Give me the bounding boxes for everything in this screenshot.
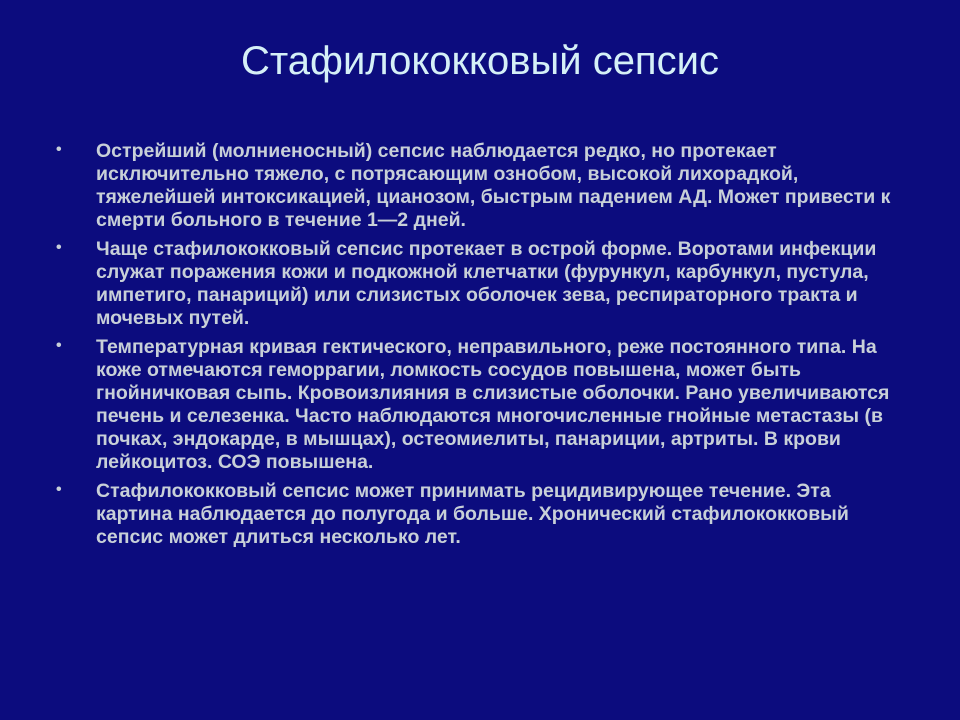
bullet-text: Чаще стафилококковый сепсис протекает в острой форме. Воротами инфекции служат поражения кожи и подкожной клетчатки (фурункул, карбункул, пустула, импетиго, панариций) или слизистых оболочек зева, респираторного тракта и мочевых путей. xyxy=(96,238,877,329)
bullet-item-acute-fulminant xyxy=(56,140,906,232)
bullet-text: Стафилококковый сепсис может принимать рецидивирующее течение. Эта картина наблюдается до полугода и больше. Хронический стафилококковый сепсис может длиться несколько лет. xyxy=(96,480,849,548)
bullet-dot-icon: • xyxy=(56,239,62,256)
bullet-dot-icon: • xyxy=(56,337,62,354)
bullet-list xyxy=(56,140,906,555)
slide-title: Стафилококковый сепсис xyxy=(241,39,719,83)
bullet-item-recurrent-chronic xyxy=(56,480,906,549)
bullet-dot-icon: • xyxy=(56,141,62,158)
bullet-text: Острейший (молниеносный) сепсис наблюдается редко, но протекает исключительно тяжело, с потрясающим ознобом, высокой лихорадкой, тяжелейшей интоксикацией, цианозом, быстрым падением АД. Может привести к смерти больного в течение 1—2 дней. xyxy=(96,140,891,231)
bullet-item-acute-form xyxy=(56,238,906,330)
bullet-item-temperature-curve xyxy=(56,336,906,474)
bullet-dot-icon: • xyxy=(56,481,62,498)
bullet-text: Температурная кривая гектического, неправильного, реже постоянного типа. На коже отмечаются геморрагии, ломкость сосудов повышена, может быть гнойничковая сыпь. Кровоизлияния в слизистые оболочки. Рано увеличиваются печень и селезенка. Часто наблюдаются многочисленные гнойные метастазы (в почках, эндокарде, в мышцах), остеомиелиты, панариции, артриты. В крови лейкоцитоз. СОЭ повышена. xyxy=(96,336,890,473)
